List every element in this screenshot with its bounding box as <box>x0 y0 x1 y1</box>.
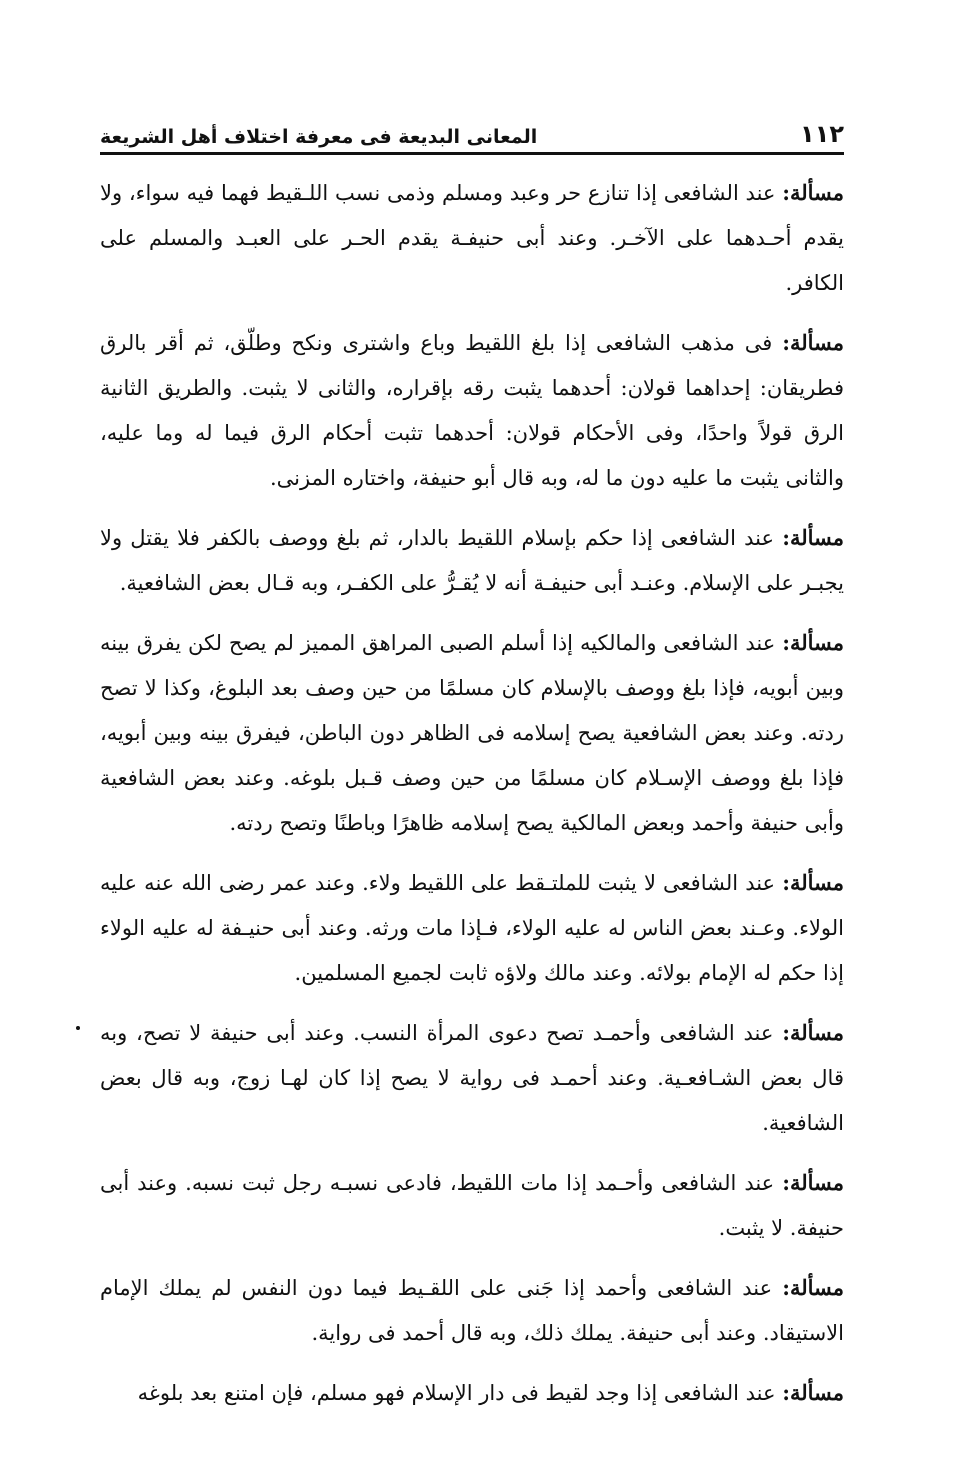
paragraph-label: مسألة: <box>782 870 844 895</box>
paragraph-label: مسألة: <box>782 1380 844 1405</box>
paragraph <box>100 1265 844 1356</box>
page-number: ١١٢ <box>800 120 844 148</box>
paragraph <box>100 1160 844 1251</box>
paragraph-label: مسألة: <box>782 525 844 550</box>
paragraph <box>100 170 844 306</box>
paragraph <box>100 860 844 996</box>
paragraph-text: عند الشافعى إذا تنازع حر وعبد ومسلم وذمى نسب اللـقيط فهما فيه سواء، ولا يقدم أحـدهما على الآخـر. وعند أبى حنيفـة يقدم الحـر على العبـد والمسلم على الكافر. <box>100 181 844 295</box>
paragraph-label: مسألة: <box>782 1020 844 1045</box>
paragraph-text: عند الشافعى وأحـمد إذا مات اللقيط، فادعى نسبـه رجل ثبت نسبه. وعند أبى حنيفة. لا يثبت. <box>100 1171 844 1240</box>
paragraph-text: عند الشافعى إذا وجد لقيط فى دار الإسلام فهو مسلم، فإن امتنع بعد بلوغه <box>137 1381 783 1405</box>
paragraph-text: عند الشافعى وأحمد إذا جَنى على اللقـيط فيما دون النفس لم يملك الإمام الاستيقاد. وعند أبى حنيفة. يملك ذلك، وبه قال أحمد فى رواية. <box>100 1276 844 1345</box>
paragraph-label: مسألة: <box>782 630 844 655</box>
paragraph <box>100 515 844 606</box>
running-title: المعانى البديعة فى معرفة اختلاف أهل الشريعة <box>100 126 538 148</box>
paragraph-label: مسألة: <box>782 1275 844 1300</box>
page-body <box>100 170 844 1430</box>
page-header <box>100 116 844 148</box>
paragraph <box>100 320 844 501</box>
header-rule <box>100 152 844 155</box>
paragraph-text: عند الشافعى وأحمـد تصح دعوى المرأة النسب. وعند أبى حنيفة لا تصح، وبه قال بعض الشـافعـية. وعند أحمـد فى رواية لا يصح إذا كان لهـا زوج، وبه قال بعض الشافعية. <box>100 1021 844 1135</box>
paragraph-label: مسألة: <box>782 1170 844 1195</box>
paragraph <box>100 1370 844 1416</box>
paragraph-text: عند الشافعى إذا حكم بإسلام اللقيط بالدار، ثم بلغ ووصف بالكفر فلا يقتل ولا يجبـر على الإسلام. وعنـد أبى حنيفـة أنه لا يُقـرُّ على الكفـر، وبه قـال بعض الشافعية. <box>100 526 844 595</box>
margin-speck <box>76 1026 80 1030</box>
paragraph-label: مسألة: <box>782 330 844 355</box>
paragraph-label: مسألة: <box>782 180 844 205</box>
paragraph <box>100 620 844 846</box>
paragraph <box>100 1010 844 1146</box>
paragraph-text: فى مذهب الشافعى إذا بلغ اللقيط وباع واشترى ونكح وطلّق، ثم أقر بالرق فطريقان: إحداهما قولان: أحدهما يثبت رقه بإقراره، والثانى لا يثبت. والطريق الثانية الرق قولاً واحدًا، وفى الأحكام قولان: أحدهما تثبت أحكام الرق فيما له وما عليه، والثانى يثبت ما عليه دون ما له، وبه قال أبو حنيفة، واختاره المزنى. <box>100 331 844 490</box>
paragraph-text: عند الشافعى لا يثبت للملتـقط على اللقيط ولاء. وعند عمر رضى الله عنه عليه الولاء. وعـند بعض الناس له عليه الولاء، فـإذا مات ورثه. وعند أبى حنيـفة له عليه الولاء إذا حكم له الإمام بولائه. وعند مالك ولاؤه ثابت لجميع المسلمين. <box>100 871 844 985</box>
paragraph-text: عند الشافعى والمالكيه إذا أسلم الصبى المراهق المميز لم يصح لكن يفرق بينه وبين أبويه، فإذا بلغ ووصف بالإسلام كان مسلمًا من حين وصف بعد البلوغ، وكذا لا تصح ردته. وعند بعض الشافعية يصح إسلامه فى الظاهر دون الباطن، فيفرق بينه وبين أبويه، فإذا بلغ ووصف الإسـلام كان مسلمًا من حين وصف قـبل بلوغه. وعند بعض الشافعية وأبى حنيفة وأحمد وبعض المالكية يصح إسلامه ظاهرًا وباطنًا وتصح ردته. <box>100 631 844 835</box>
